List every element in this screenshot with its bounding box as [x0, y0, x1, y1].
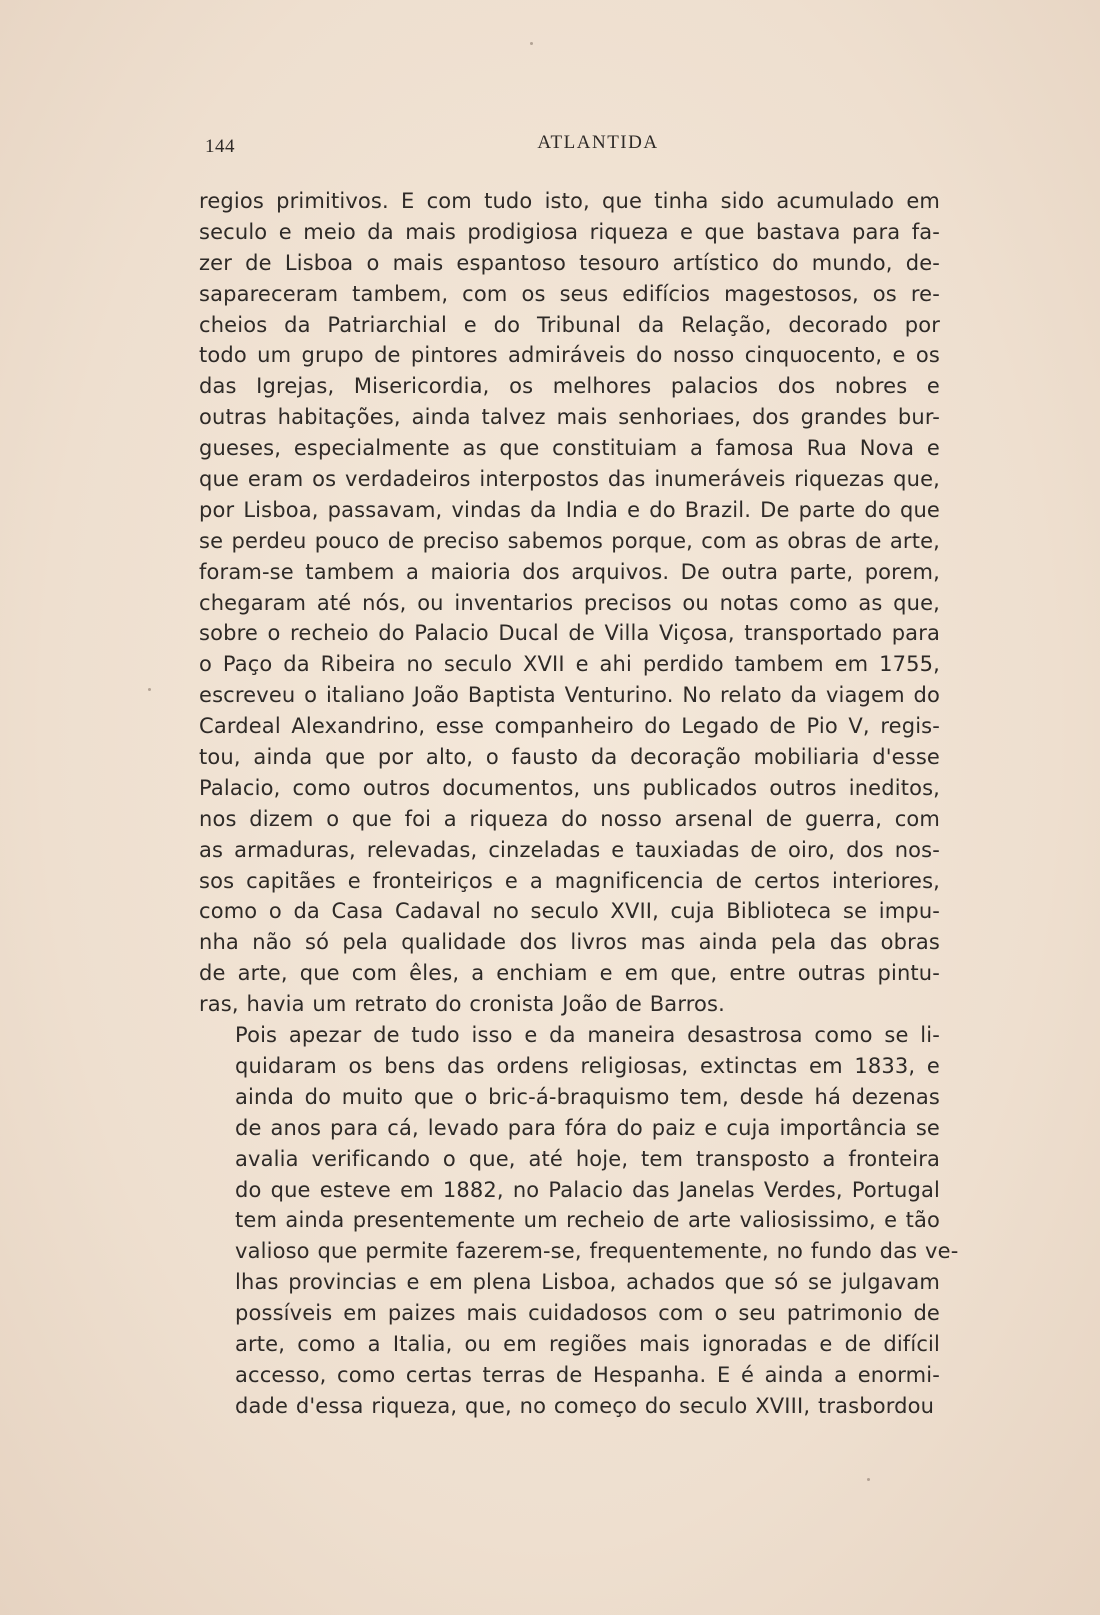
text-line: zer de Lisboa o mais espantoso tesouro artístico do mundo, de- [199, 250, 940, 275]
paper-speck [867, 1478, 870, 1481]
text-line: cheios da Patriarchial e do Tribunal da Relação, decorado por [199, 312, 940, 337]
text-line: avalia verificando o que, até hoje, tem transposto a fronteira [235, 1146, 940, 1171]
text-line: Cardeal Alexandrino, esse companheiro do Legado de Pio V, regis- [199, 714, 940, 739]
text-line: accesso, como certas terras de Hespanha. E é ainda a enormi- [235, 1362, 940, 1387]
text-line: sapareceram tambem, com os seus edifícios magestosos, os re- [199, 281, 940, 306]
paper-speck [148, 688, 151, 691]
text-line: foram-se tambem a maioria dos arquivos. De outra parte, porem, [199, 559, 940, 584]
running-head [200, 130, 936, 160]
text-line: regios primitivos. E com tudo isto, que tinha sido acumulado em [199, 189, 940, 213]
text-line: arte, como a Italia, ou em regiões mais ignoradas e de difícil [235, 1331, 940, 1356]
body-text [199, 186, 959, 1422]
journal-title: ATLANTIDA [537, 132, 659, 153]
page-number: 144 [205, 136, 235, 157]
text-line: lhas provincias e em plena Lisboa, achados que só se julgavam [235, 1270, 940, 1295]
text-line: que eram os verdadeiros interpostos das inumeráveis riquezas que, [199, 467, 940, 492]
text-line: ainda do muito que o bric-á-braquismo tem, desde há dezenas [235, 1084, 940, 1109]
text-line: nos dizem o que foi a riqueza do nosso arsenal de guerra, com [199, 806, 940, 831]
text-line: do que esteve em 1882, no Palacio das Janelas Verdes, Portugal [235, 1177, 940, 1202]
text-line: seculo e meio da mais prodigiosa riqueza e que bastava para fa- [199, 219, 940, 244]
text-line: o Paço da Ribeira no seculo XVII e ahi perdido tambem em 1755, [199, 652, 940, 677]
text-line: sos capitães e fronteiriços e a magnificencia de certos interiores, [199, 868, 940, 893]
text-line: quidaram os bens das ordens religiosas, extinctas em 1833, e [235, 1053, 940, 1078]
text-line: Palacio, como outros documentos, uns publicados outros ineditos, [199, 775, 940, 800]
text-line: sobre o recheio do Palacio Ducal de Villa Viçosa, transportado para [199, 621, 940, 646]
text-line: dade d'essa riqueza, que, no começo do seculo XVIII, trasbordou [235, 1393, 935, 1418]
paragraph-1 [199, 186, 940, 1020]
text-line: das Igrejas, Misericordia, os melhores palacios dos nobres e [199, 374, 940, 399]
text-line: nha não só pela qualidade dos livros mas ainda pela das obras [199, 930, 940, 955]
paragraph-2 [199, 1020, 959, 1422]
text-line: as armaduras, relevadas, cinzeladas e tauxiadas de oiro, dos nos- [199, 837, 940, 862]
text-line: valioso que permite fazerem-se, frequentemente, no fundo das ve- [235, 1239, 959, 1264]
text-line: Pois apezar de tudo isso e da maneira desastrosa como se li- [235, 1023, 940, 1048]
text-line: possíveis em paizes mais cuidadosos com o seu patrimonio de [235, 1301, 940, 1326]
text-line: por Lisboa, passavam, vindas da India e do Brazil. De parte do que [199, 497, 940, 522]
text-line: ras, havia um retrato do cronista João de Barros. [199, 992, 725, 1017]
text-line: escreveu o italiano João Baptista Venturino. No relato da viagem do [199, 683, 940, 708]
paper-speck [530, 42, 533, 45]
text-line: outras habitações, ainda talvez mais senhoriaes, dos grandes bur- [199, 405, 940, 430]
text-line: todo um grupo de pintores admiráveis do nosso cinquocento, e os [199, 343, 940, 368]
text-line: chegaram até nós, ou inventarios precisos ou notas como as que, [199, 590, 940, 615]
text-line: se perdeu pouco de preciso sabemos porque, com as obras de arte, [199, 528, 940, 553]
text-line: tem ainda presentemente um recheio de arte valiosissimo, e tão [235, 1208, 940, 1233]
text-line: como o da Casa Cadaval no seculo XVII, cuja Biblioteca se impu- [199, 899, 940, 924]
text-line: de anos para cá, levado para fóra do paiz e cuja importância se [235, 1115, 940, 1140]
text-line: de arte, que com êles, a enchiam e em que, entre outras pintu- [199, 961, 940, 986]
text-line: gueses, especialmente as que constituiam a famosa Rua Nova e [199, 436, 940, 461]
text-line: tou, ainda que por alto, o fausto da decoração mobiliaria d'esse [199, 745, 940, 770]
